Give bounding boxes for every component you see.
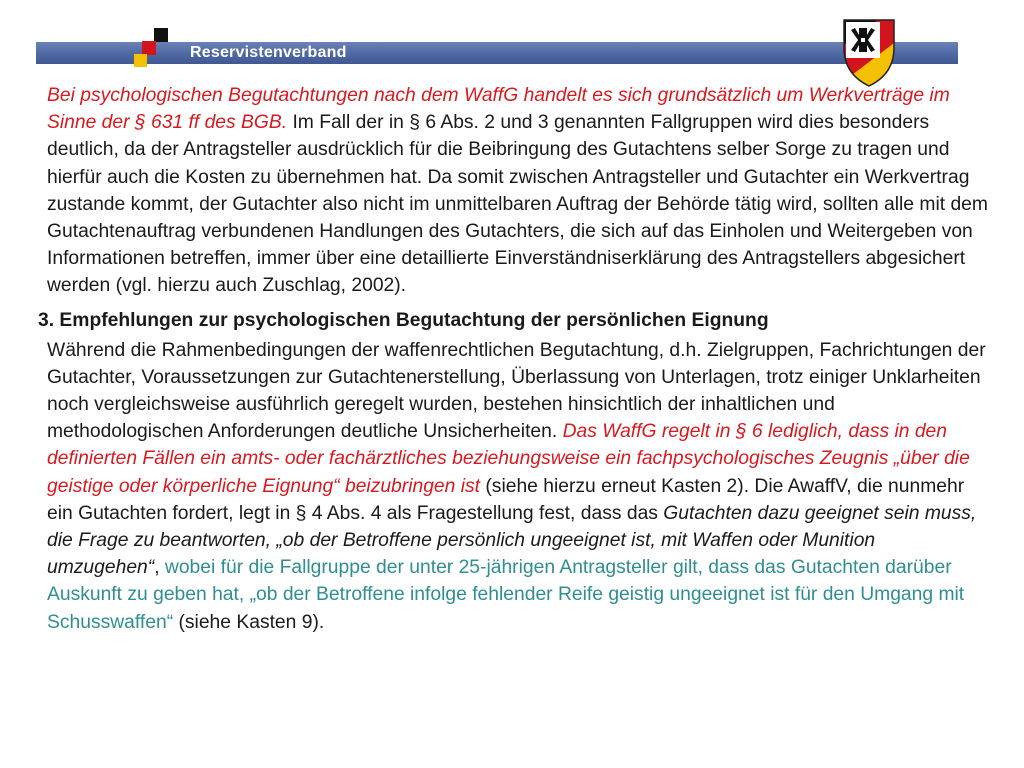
paragraph-empfehlungen <box>47 337 990 636</box>
organization-name: Reservistenverband <box>190 44 347 61</box>
paragraph2-normal-text-3: (siehe Kasten 9). <box>173 611 325 633</box>
slide-content <box>30 82 990 636</box>
paragraph1-red-italic-text: Bei psychologischen Begutachtungen nach dem WaffG handelt es sich grundsätzlich um Werkverträge im Sinne der § 631 ff des BGB. <box>47 85 950 134</box>
paragraph2-red-italic-text: Das WaffG regelt in § 6 lediglich, dass in den definierten Fällen ein amts- oder fachärztliches beziehungsweise ein fachpsychologisches Zeugnis „über die geistige oder körperliche Eignung“ beizubringen ist <box>47 421 970 497</box>
logo-square-black <box>154 28 168 42</box>
reservistenverband-logo-icon <box>134 28 178 74</box>
paragraph-werkvertrag <box>47 82 990 300</box>
paragraph2-teal-text: wobei für die Fallgruppe der unter 25-jährigen Antragsteller gilt, dass das Gutachten darüber Auskunft zu geben hat, „ob der Betroffene infolge fehlender Reife geistig ungeeignet ist für den Umgang mit Schusswaffen“ <box>47 557 965 633</box>
paragraph2-normal-text-2: (siehe hierzu erneut Kasten 2). Die AwaffV, die nunmehr ein Gutachten fordert, legt in § 4 Abs. 4 als Fragestellung fest, dass das <box>47 475 965 524</box>
logo-square-yellow <box>134 54 147 67</box>
paragraph2-italic-quote: Gutachten dazu geeignet sein muss, die Frage zu beantworten, „ob der Betroffene persönlich ungeeignet ist, mit Waffen oder Munition umzugehen“ <box>47 502 977 579</box>
paragraph2-comma: , <box>154 557 160 579</box>
paragraph1-normal-text: Im Fall der in § 6 Abs. 2 und 3 genannten Fallgruppen wird dies besonders deutlich, da der Antragsteller ausdrücklich für die Beibringung des Gutachtens selber Sorge zu tragen und hierfür auch die Kosten zu übernehmen hat. Da somit zwischen Antragsteller und Gutachter ein Werkvertrag zustande kommt, der Gutachter also nicht im unmittelbaren Auftrag der Behörde tätig wird, sollten alle mit dem Gutachtenauftrag verbundenen Handlungen des Gutachters, die sich auf das Einholen und Weitergeben von Informationen betreffen, immer über eine detaillierte Einverständniserklärung des Antragstellers abgesichert werden (vgl. hierzu auch Zuschlag, 2002). <box>47 112 988 297</box>
logo-square-red <box>142 41 156 55</box>
section-heading: 3. Empfehlungen zur psychologischen Begutachtung der persönlichen Eignung <box>38 309 769 331</box>
paragraph2-normal-text-1: Während die Rahmenbedingungen der waffenrechtlichen Begutachtung, d.h. Zielgruppen, Fachrichtungen der Gutachter, Voraussetzungen zur Gutachtenerstellung, Überlassung von Unterlagen, trotz einiger Unklarheiten noch vergleichsweise ausführlich geregelt wurden, bestehen hinsichtlich der inhaltlichen und methodologischen Anforderungen deutliche Unsicherheiten. <box>47 339 986 443</box>
iron-cross-shield-icon <box>840 18 898 88</box>
